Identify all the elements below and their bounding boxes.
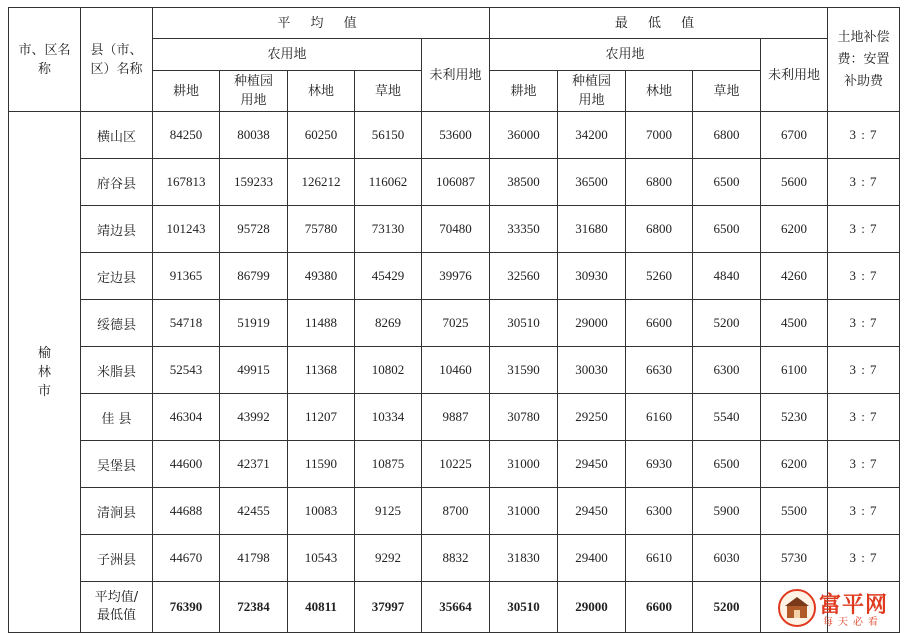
ratio-value: 3 : 7: [828, 441, 900, 488]
header-minimum: 最 低 值: [490, 8, 828, 39]
avg-value: 42455: [220, 488, 288, 535]
avg-value: 126212: [288, 159, 355, 206]
header-avg-arable: 耕地: [153, 71, 220, 112]
min-value: 5900: [693, 488, 761, 535]
min-value: 5600: [761, 159, 828, 206]
avg-value: 44670: [153, 535, 220, 582]
avg-value: 10543: [288, 535, 355, 582]
min-value: 6500: [693, 159, 761, 206]
ratio-value: 3 : 7: [828, 394, 900, 441]
avg-value: 116062: [355, 159, 422, 206]
min-value: 6100: [761, 347, 828, 394]
ratio-value: 3 : 7: [828, 159, 900, 206]
avg-value: 49915: [220, 347, 288, 394]
table-row: [9, 112, 900, 159]
avg-value: 52543: [153, 347, 220, 394]
avg-value: 75780: [288, 206, 355, 253]
min-value: 6800: [693, 112, 761, 159]
min-value: 29400: [558, 535, 626, 582]
total-min-value: 6600: [626, 582, 693, 633]
avg-value: 42371: [220, 441, 288, 488]
avg-value: 8700: [422, 488, 490, 535]
avg-value: 159233: [220, 159, 288, 206]
min-value: 38500: [490, 159, 558, 206]
min-value: 31000: [490, 441, 558, 488]
avg-value: 51919: [220, 300, 288, 347]
table-row: [9, 441, 900, 488]
min-value: 6600: [626, 300, 693, 347]
min-value: 6800: [626, 206, 693, 253]
avg-value: 86799: [220, 253, 288, 300]
avg-value: 10460: [422, 347, 490, 394]
avg-value: 11368: [288, 347, 355, 394]
min-value: 4840: [693, 253, 761, 300]
county-name: 横山区: [81, 112, 153, 159]
min-value: 6610: [626, 535, 693, 582]
header-min-plantation: 种植园用地: [558, 71, 626, 112]
min-value: 6030: [693, 535, 761, 582]
avg-value: 10334: [355, 394, 422, 441]
min-value: 29000: [558, 300, 626, 347]
building-icon: [777, 588, 817, 628]
ratio-value: 3 : 7: [828, 347, 900, 394]
total-min-value: 30510: [490, 582, 558, 633]
logo-slogan: 每天必看: [823, 617, 883, 628]
min-value: 33350: [490, 206, 558, 253]
min-value: 6500: [693, 206, 761, 253]
total-row: [9, 582, 900, 633]
total-avg-value: 37997: [355, 582, 422, 633]
table-body: [9, 112, 900, 633]
avg-value: 10802: [355, 347, 422, 394]
header-min-unused: 未利用地: [761, 39, 828, 112]
county-name: 子洲县: [81, 535, 153, 582]
avg-value: 7025: [422, 300, 490, 347]
min-value: 5730: [761, 535, 828, 582]
county-name: 靖边县: [81, 206, 153, 253]
min-value: 4500: [761, 300, 828, 347]
min-value: 6160: [626, 394, 693, 441]
min-value: 29450: [558, 441, 626, 488]
min-value: 6930: [626, 441, 693, 488]
total-min-value: 5200: [693, 582, 761, 633]
min-value: 30030: [558, 347, 626, 394]
header-county: 县（市、区）名称: [81, 8, 153, 112]
min-value: 4260: [761, 253, 828, 300]
min-value: 31680: [558, 206, 626, 253]
avg-value: 9125: [355, 488, 422, 535]
county-name: 米脂县: [81, 347, 153, 394]
min-value: 36000: [490, 112, 558, 159]
min-value: 36500: [558, 159, 626, 206]
avg-value: 39976: [422, 253, 490, 300]
county-name: 绥德县: [81, 300, 153, 347]
min-value: 5230: [761, 394, 828, 441]
avg-value: 44688: [153, 488, 220, 535]
total-min-value: 29000: [558, 582, 626, 633]
avg-value: 106087: [422, 159, 490, 206]
avg-value: 49380: [288, 253, 355, 300]
avg-value: 101243: [153, 206, 220, 253]
min-value: 6800: [626, 159, 693, 206]
avg-value: 8832: [422, 535, 490, 582]
avg-value: 8269: [355, 300, 422, 347]
avg-value: 53600: [422, 112, 490, 159]
county-name: 定边县: [81, 253, 153, 300]
table-row: [9, 394, 900, 441]
avg-value: 43992: [220, 394, 288, 441]
total-avg-value: 35664: [422, 582, 490, 633]
table-row: [9, 206, 900, 253]
min-value: 30510: [490, 300, 558, 347]
header-ratio: 土地补偿费：安置补助费: [828, 8, 900, 112]
avg-value: 11207: [288, 394, 355, 441]
min-value: 7000: [626, 112, 693, 159]
min-value: 6200: [761, 206, 828, 253]
header-avg-unused: 未利用地: [422, 39, 490, 112]
header-min-farmland: 农用地: [490, 39, 761, 71]
total-avg-value: 40811: [288, 582, 355, 633]
min-value: 6200: [761, 441, 828, 488]
avg-value: 84250: [153, 112, 220, 159]
table-row: [9, 300, 900, 347]
min-value: 5260: [626, 253, 693, 300]
table-row: [9, 159, 900, 206]
avg-value: 11590: [288, 441, 355, 488]
avg-value: 9887: [422, 394, 490, 441]
header-min-grass: 草地: [693, 71, 761, 112]
min-value: 6700: [761, 112, 828, 159]
avg-value: 45429: [355, 253, 422, 300]
min-value: 29450: [558, 488, 626, 535]
avg-value: 11488: [288, 300, 355, 347]
min-value: 31000: [490, 488, 558, 535]
min-value: 30930: [558, 253, 626, 300]
min-value: 34200: [558, 112, 626, 159]
avg-value: 95728: [220, 206, 288, 253]
city-cell: 榆 林 市: [9, 112, 81, 633]
min-value: 29250: [558, 394, 626, 441]
min-value: 31590: [490, 347, 558, 394]
avg-value: 80038: [220, 112, 288, 159]
min-value: 6300: [693, 347, 761, 394]
avg-value: 73130: [355, 206, 422, 253]
avg-value: 91365: [153, 253, 220, 300]
total-label: 平均值/最低值: [81, 582, 153, 633]
table-row: [9, 535, 900, 582]
avg-value: 46304: [153, 394, 220, 441]
min-value: 32560: [490, 253, 558, 300]
header-avg-plantation: 种植园用地: [220, 71, 288, 112]
min-value: 6300: [626, 488, 693, 535]
avg-value: 41798: [220, 535, 288, 582]
min-value: 30780: [490, 394, 558, 441]
ratio-value: 3 : 7: [828, 488, 900, 535]
min-value: 5540: [693, 394, 761, 441]
header-min-forest: 林地: [626, 71, 693, 112]
avg-value: 9292: [355, 535, 422, 582]
logo-name: 富平网: [819, 593, 889, 618]
county-name: 清涧县: [81, 488, 153, 535]
min-value: 6500: [693, 441, 761, 488]
avg-value: 10225: [422, 441, 490, 488]
county-name: 吴堡县: [81, 441, 153, 488]
site-logo: [777, 588, 905, 628]
avg-value: 54718: [153, 300, 220, 347]
avg-value: 167813: [153, 159, 220, 206]
min-value: 5500: [761, 488, 828, 535]
ratio-value: 3 : 7: [828, 300, 900, 347]
ratio-value: 3 : 7: [828, 253, 900, 300]
header-avg-forest: 林地: [288, 71, 355, 112]
min-value: 31830: [490, 535, 558, 582]
table-row: [9, 488, 900, 535]
header-avg-grass: 草地: [355, 71, 422, 112]
min-value: 5200: [693, 300, 761, 347]
avg-value: 10875: [355, 441, 422, 488]
table-row: [9, 347, 900, 394]
county-name: 佳 县: [81, 394, 153, 441]
ratio-value: 3 : 7: [828, 535, 900, 582]
header-avg-farmland: 农用地: [153, 39, 422, 71]
total-avg-value: 72384: [220, 582, 288, 633]
table-row: [9, 253, 900, 300]
header-average: 平 均 值: [153, 8, 490, 39]
header-min-arable: 耕地: [490, 71, 558, 112]
county-name: 府谷县: [81, 159, 153, 206]
compensation-table: [8, 7, 900, 633]
avg-value: 10083: [288, 488, 355, 535]
ratio-value: 3 : 7: [828, 206, 900, 253]
avg-value: 70480: [422, 206, 490, 253]
header-city: 市、区名称: [9, 8, 81, 112]
min-value: 6630: [626, 347, 693, 394]
avg-value: 56150: [355, 112, 422, 159]
avg-value: 44600: [153, 441, 220, 488]
total-avg-value: 76390: [153, 582, 220, 633]
avg-value: 60250: [288, 112, 355, 159]
ratio-value: 3 : 7: [828, 112, 900, 159]
